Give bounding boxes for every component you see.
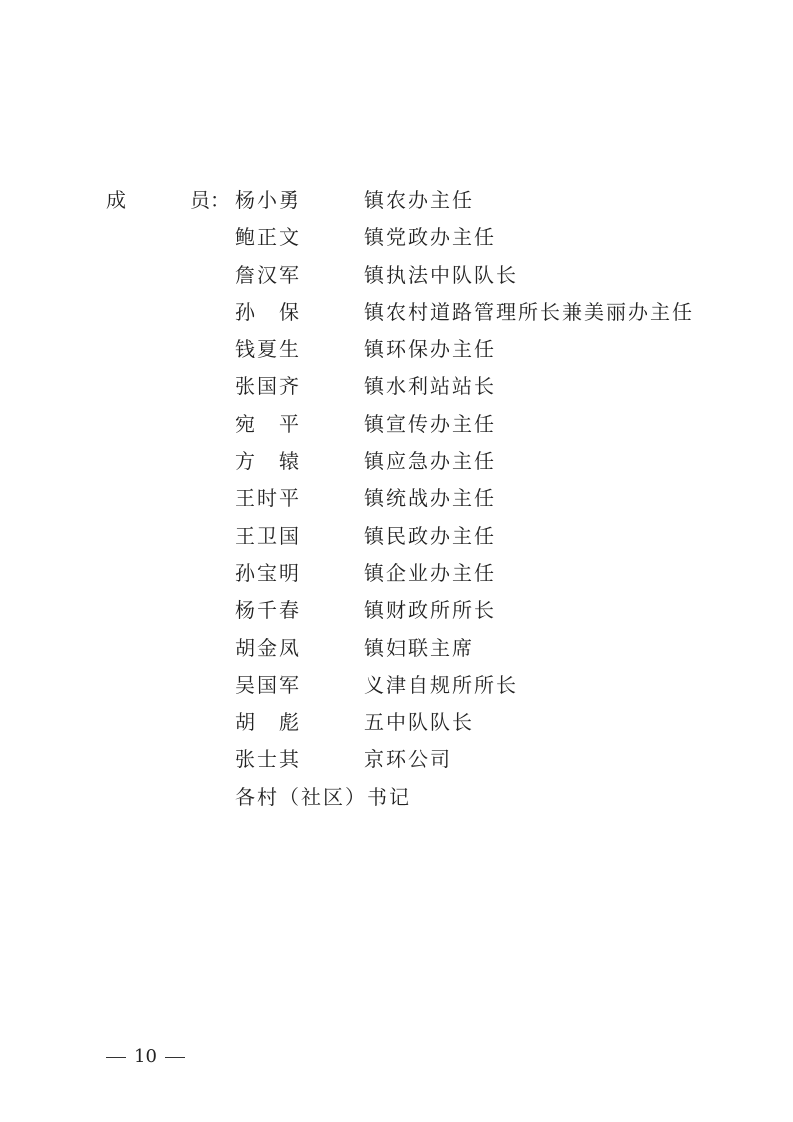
member-row xyxy=(235,484,715,521)
member-name: 孙 保 xyxy=(235,299,301,324)
member-row xyxy=(235,671,715,708)
member-row xyxy=(235,223,715,260)
member-title: 镇农办主任 xyxy=(364,188,474,212)
member-row xyxy=(235,745,715,782)
member-title: 镇妇联主席 xyxy=(364,635,474,660)
member-title: 义津自规所所长 xyxy=(364,672,518,697)
member-name: 宛 平 xyxy=(235,411,301,436)
member-title: 镇执法中队队长 xyxy=(364,262,518,287)
page-number: 10 xyxy=(134,1046,157,1067)
member-row xyxy=(235,634,715,671)
member-title: 镇水利站站长 xyxy=(364,374,496,399)
member-row xyxy=(235,261,715,298)
member-row xyxy=(235,186,715,223)
footer-dash-left xyxy=(106,1057,126,1058)
member-name: 吴国军 xyxy=(235,672,301,697)
member-name: 王卫国 xyxy=(235,523,301,548)
member-title: 镇宣传办主任 xyxy=(364,411,496,436)
member-title: 镇统战办主任 xyxy=(364,486,496,511)
members-label-yuan: 员： xyxy=(190,188,230,212)
member-title: 镇党政办主任 xyxy=(364,225,496,250)
member-row xyxy=(235,559,715,596)
member-title: 五中队队长 xyxy=(364,710,474,735)
member-row xyxy=(235,783,715,820)
member-title: 镇财政所所长 xyxy=(364,598,496,623)
member-row xyxy=(235,522,715,559)
member-title: 镇环保办主任 xyxy=(364,337,496,362)
member-row xyxy=(235,410,715,447)
member-title: 镇民政办主任 xyxy=(364,523,496,548)
member-name: 张国齐 xyxy=(235,374,301,399)
members-list xyxy=(235,186,715,820)
member-name: 胡金凤 xyxy=(235,635,301,660)
member-title: 镇应急办主任 xyxy=(364,449,496,474)
member-name: 钱夏生 xyxy=(235,337,301,362)
member-row xyxy=(235,372,715,409)
member-name: 杨千春 xyxy=(235,598,301,623)
member-row xyxy=(235,298,715,335)
member-name: 杨小勇 xyxy=(235,188,301,212)
member-row xyxy=(235,335,715,372)
member-name: 方 辕 xyxy=(235,449,301,474)
page-footer xyxy=(106,1045,185,1069)
member-row xyxy=(235,708,715,745)
member-name: 詹汉军 xyxy=(235,262,301,287)
member-row xyxy=(235,447,715,484)
members-label-cheng: 成 xyxy=(106,188,126,212)
member-name: 鲍正文 xyxy=(235,225,301,250)
member-name: 胡 彪 xyxy=(235,710,301,735)
footer-dash-right xyxy=(165,1057,185,1058)
member-title: 镇企业办主任 xyxy=(364,560,496,585)
member-name: 王时平 xyxy=(235,486,301,511)
member-name: 孙宝明 xyxy=(235,560,301,585)
member-title: 京环公司 xyxy=(364,747,452,772)
member-name: 张士其 xyxy=(235,747,301,772)
member-name: 各村（社区）书记 xyxy=(235,784,411,809)
member-row xyxy=(235,596,715,633)
member-title: 镇农村道路管理所长兼美丽办主任 xyxy=(364,299,694,324)
